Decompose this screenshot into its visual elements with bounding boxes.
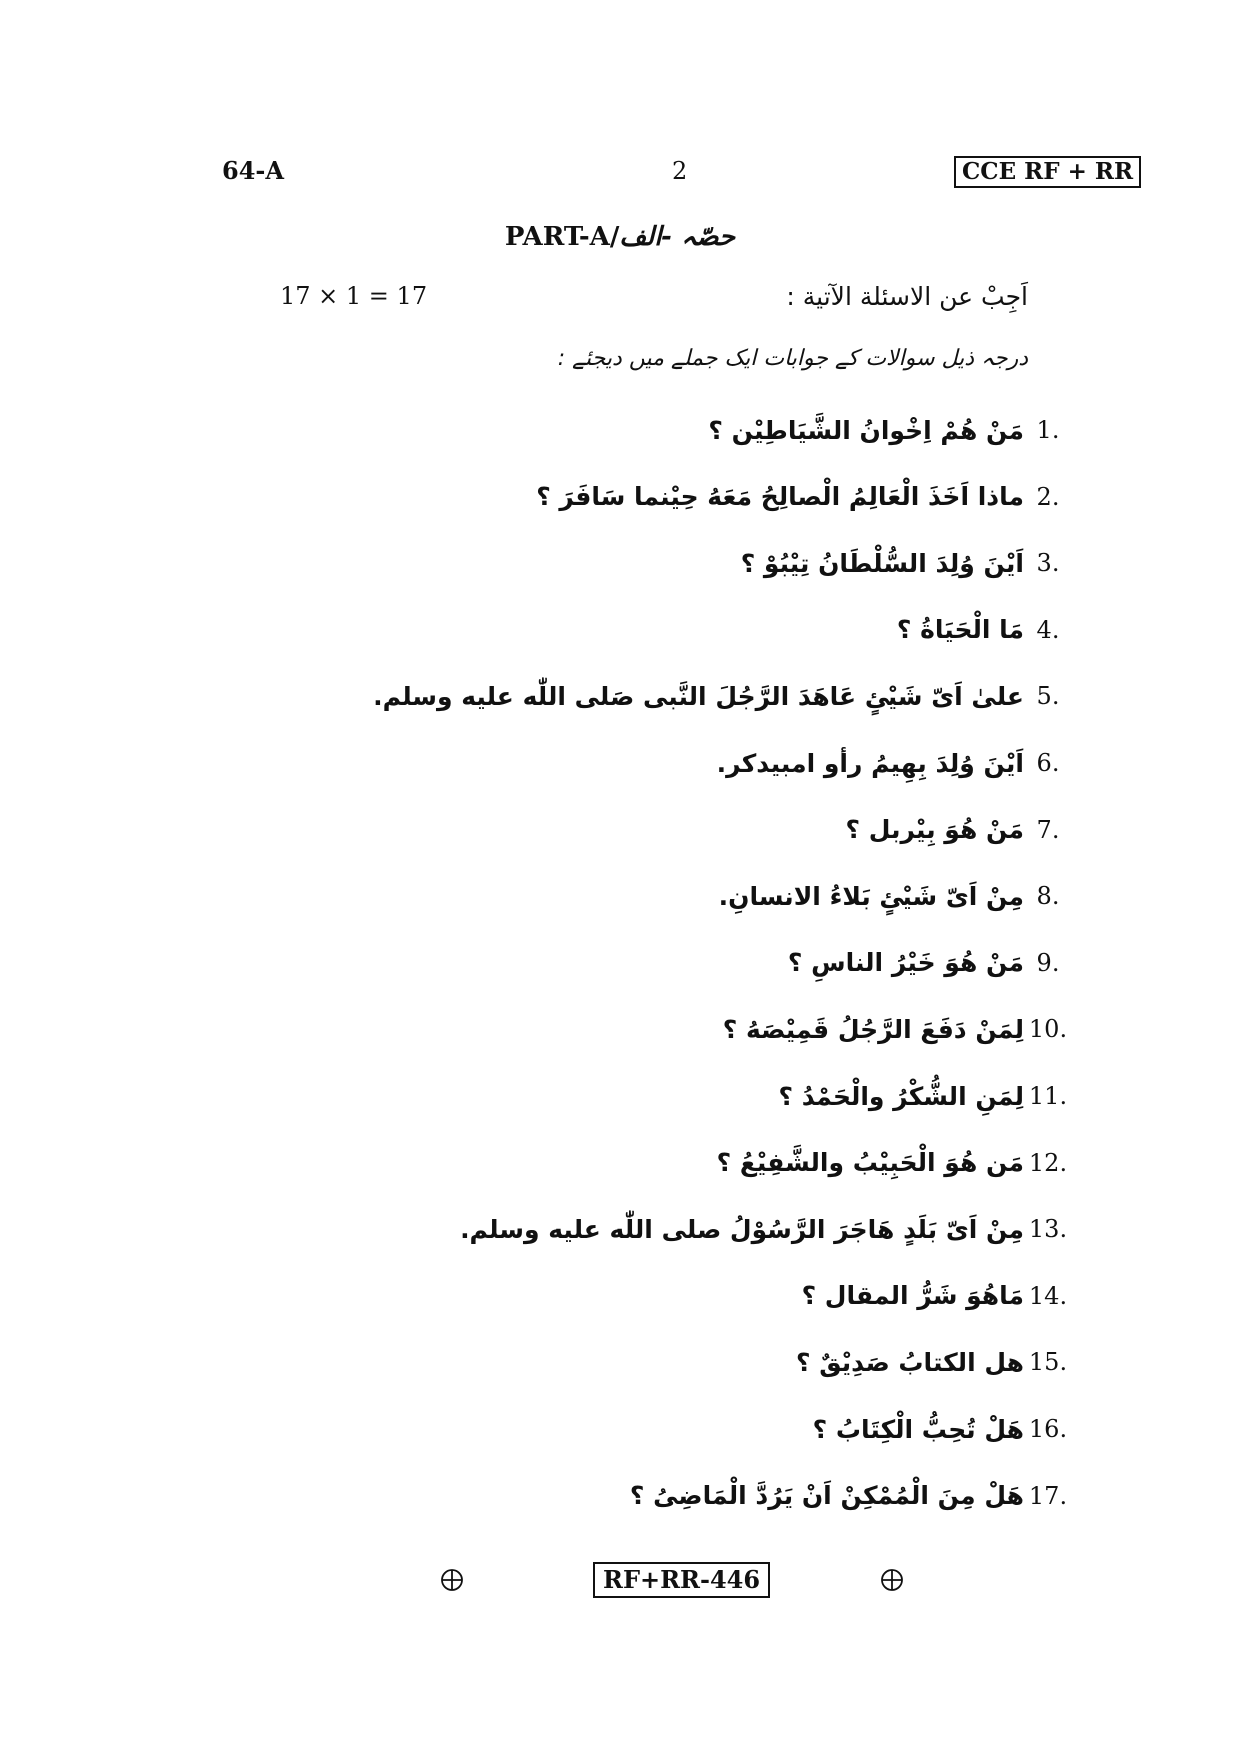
question-text: ماذا اَخَذَ الْعَالِمُ الْصالِحُ مَعَهُ حِيْنما سَافَرَ ؟ xyxy=(536,482,1024,512)
question-number: 11. xyxy=(1028,1082,1068,1110)
question-text: هَلْ تُحِبُّ الْكِتَابُ ؟ xyxy=(812,1414,1024,1444)
question-item xyxy=(272,810,1072,850)
question-text: مَن هُوَ الْحَبِيْبُ والشَّفِيْعُ ؟ xyxy=(716,1148,1024,1178)
question-number: 6. xyxy=(1036,749,1060,777)
question-item xyxy=(272,1009,1072,1049)
question-item xyxy=(272,610,1072,650)
question-text: مَنْ هُوَ خَيْرُ الناسِ ؟ xyxy=(787,948,1024,978)
question-item xyxy=(272,1076,1072,1116)
question-text: مَا الْحَيَاةُ ؟ xyxy=(896,615,1024,645)
question-item xyxy=(272,876,1072,916)
crosshair-circle-icon xyxy=(880,1568,904,1592)
question-number: 12. xyxy=(1028,1148,1068,1177)
crosshair-circle-icon xyxy=(440,1568,464,1592)
question-number: 16. xyxy=(1028,1415,1068,1443)
question-number: 15. xyxy=(1028,1348,1068,1377)
part-title-separator: / xyxy=(609,222,620,252)
paper-code: 64-A xyxy=(222,156,284,185)
question-number: 5. xyxy=(1036,682,1060,711)
question-number: 13. xyxy=(1028,1215,1068,1244)
question-number: 4. xyxy=(1036,615,1060,644)
question-number: 3. xyxy=(1036,549,1060,578)
question-number: 10. xyxy=(1028,1015,1068,1044)
question-item xyxy=(272,943,1072,983)
question-text: اَيْنَ وُلِدَ بِهِيمُ رأو امبيدكر. xyxy=(716,748,1024,778)
part-title-english: PART-A xyxy=(504,222,610,252)
instruction-urdu: درجہ ذیل سوالات کے جوابات ایک جملے میں دیجئے : xyxy=(557,346,1028,371)
question-text: مَنْ هُمْ اِخْوانُ الشَّيَاطِيْن ؟ xyxy=(708,415,1024,445)
question-item xyxy=(272,1409,1072,1449)
series-box: CCE RF + RR xyxy=(954,156,1141,188)
question-text: اَيْنَ وُلِدَ السُّلْطَانُ تِيْبُوْ ؟ xyxy=(740,548,1024,578)
question-item xyxy=(272,543,1072,583)
question-text: علىٰ اَىّ شَيْئٍ عَاهَدَ الرَّجُلَ النَّبى صَلى اللّٰه عليه وسلم. xyxy=(373,681,1024,711)
part-title xyxy=(0,222,1240,252)
question-item xyxy=(272,1476,1072,1516)
question-item xyxy=(272,743,1072,783)
question-number: 9. xyxy=(1036,948,1060,977)
question-item xyxy=(272,1209,1072,1249)
question-number: 1. xyxy=(1036,416,1060,444)
question-text: مَاهُوَ شَرُّ المقال ؟ xyxy=(801,1281,1024,1311)
page-number: 2 xyxy=(672,157,688,185)
part-title-urdu: حصّہ -الف xyxy=(619,222,736,252)
question-number: 7. xyxy=(1036,815,1060,844)
question-item xyxy=(272,676,1072,716)
question-item xyxy=(272,1143,1072,1183)
question-item xyxy=(272,477,1072,517)
marks-formula: 17 × 1 = 17 xyxy=(280,282,428,310)
question-number: 8. xyxy=(1036,882,1060,911)
question-number: 14. xyxy=(1028,1281,1068,1310)
question-item xyxy=(272,1342,1072,1382)
question-number: 17. xyxy=(1028,1481,1068,1510)
question-number: 2. xyxy=(1036,482,1060,511)
question-item xyxy=(272,1276,1072,1316)
question-text: هَلْ مِنَ الْمُمْكِنْ اَنْ يَرُدَّ الْمَاضِىُ ؟ xyxy=(629,1481,1024,1511)
question-text: مِنْ اَىّ شَيْئٍ بَلاءُ الانسانِ. xyxy=(718,881,1024,911)
question-text: هل الكتابُ صَدِيْقٌ ؟ xyxy=(796,1347,1024,1377)
question-text: مِنْ اَىّ بَلَدٍ هَاجَرَ الرَّسُوْلُ صلى اللّٰه عليه وسلم. xyxy=(460,1214,1024,1244)
question-text: مَنْ هُوَ بِيْربل ؟ xyxy=(845,815,1024,845)
question-text: لِمَنِ الشُّكْرُ والْحَمْدُ ؟ xyxy=(778,1081,1024,1111)
question-item xyxy=(272,410,1072,450)
instruction-arabic: اَجِبْ عن الاسئلة الآتية : xyxy=(786,282,1028,311)
footer-code-box: RF+RR-446 xyxy=(593,1562,770,1598)
question-text: لِمَنْ دَفَعَ الرَّجُلُ قَمِيْصَهُ ؟ xyxy=(722,1014,1024,1044)
